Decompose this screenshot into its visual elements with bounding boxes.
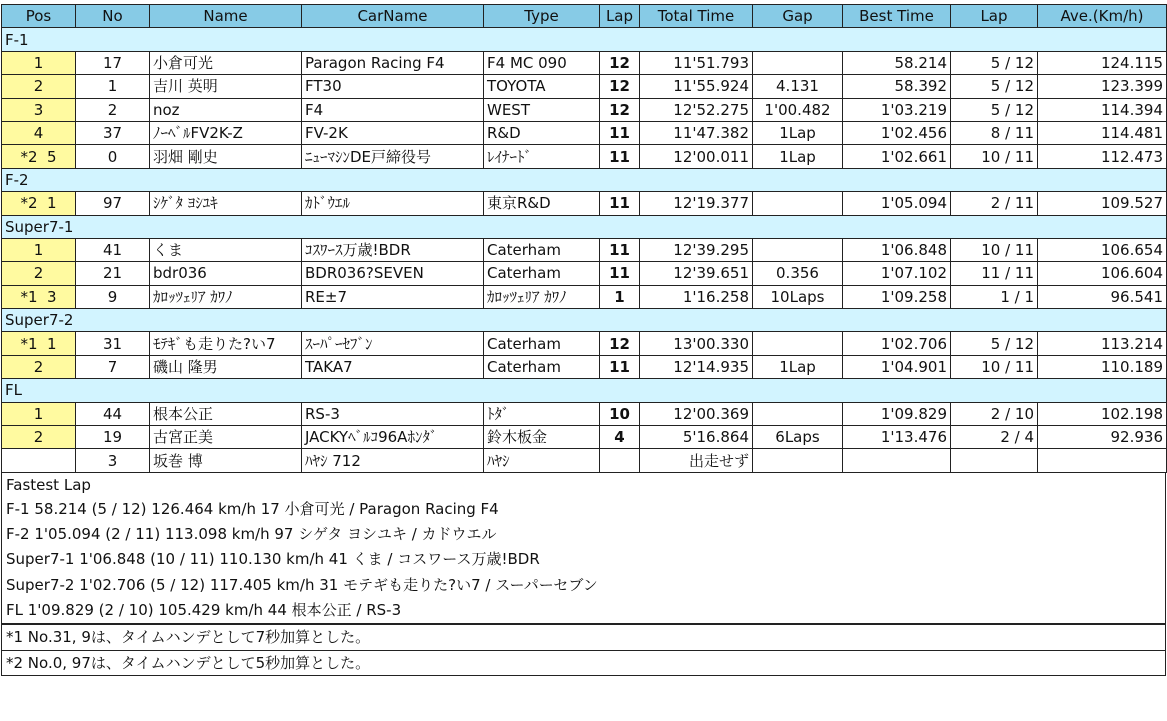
car-number-cell: 9 xyxy=(76,285,150,308)
total-time-cell: 11'55.924 xyxy=(640,75,753,98)
laps-cell: 11 xyxy=(600,192,640,215)
gap-cell: 0.356 xyxy=(753,262,843,285)
notes-section xyxy=(1,624,1166,676)
position-cell: 2 xyxy=(2,355,76,378)
car-name-cell: ｺｽﾜｰｽ万歳!BDR xyxy=(302,238,484,261)
car-name-cell: ｶﾄﾞｳｴﾙ xyxy=(302,192,484,215)
position-cell: 2 xyxy=(2,426,76,449)
total-time-cell: 1'16.258 xyxy=(640,285,753,308)
laps-cell: 12 xyxy=(600,332,640,355)
gap-cell: 4.131 xyxy=(753,75,843,98)
best-lap-cell xyxy=(951,449,1038,472)
best-time-cell: 1'07.102 xyxy=(843,262,951,285)
best-lap-cell: 8 / 11 xyxy=(951,121,1038,144)
gap-cell xyxy=(753,238,843,261)
best-time-cell: 1'06.848 xyxy=(843,238,951,261)
best-time-cell: 1'02.456 xyxy=(843,121,951,144)
header-gap: Gap xyxy=(753,5,843,28)
best-time-cell: 1'05.094 xyxy=(843,192,951,215)
car-type-cell: 鈴木板金 xyxy=(484,426,600,449)
note-line: *1 No.31, 9は、タイムハンデとして7秒加算とした。 xyxy=(2,624,1165,650)
driver-name-cell: 吉川 英明 xyxy=(150,75,302,98)
car-name-cell: Paragon Racing F4 xyxy=(302,51,484,74)
position-cell: 3 xyxy=(2,98,76,121)
header-best-lap: Lap xyxy=(951,5,1038,28)
class-name: FL xyxy=(2,379,1167,402)
driver-name-cell: bdr036 xyxy=(150,262,302,285)
car-name-cell: JACKYﾍﾞﾙｺ96Aﾎﾝﾀﾞ xyxy=(302,426,484,449)
gap-cell xyxy=(753,192,843,215)
car-type-cell: WEST xyxy=(484,98,600,121)
best-time-cell: 1'02.706 xyxy=(843,332,951,355)
driver-name-cell: くま xyxy=(150,238,302,261)
position-cell: 1 xyxy=(2,51,76,74)
driver-name-cell: ﾓﾃｷﾞも走りた?い7 xyxy=(150,332,302,355)
car-number-cell: 37 xyxy=(76,121,150,144)
table-row xyxy=(2,262,1167,285)
best-lap-cell: 5 / 12 xyxy=(951,98,1038,121)
position-cell: *1 1 xyxy=(2,332,76,355)
header-row xyxy=(2,5,1167,28)
average-speed-cell: 114.481 xyxy=(1038,121,1167,144)
position-cell: *2 1 xyxy=(2,192,76,215)
driver-name-cell: 古宮正美 xyxy=(150,426,302,449)
average-speed-cell: 106.654 xyxy=(1038,238,1167,261)
driver-name-cell: 坂巻 博 xyxy=(150,449,302,472)
total-time-cell: 12'00.011 xyxy=(640,145,753,168)
car-type-cell: F4 MC 090 xyxy=(484,51,600,74)
average-speed-cell: 106.604 xyxy=(1038,262,1167,285)
best-lap-cell: 5 / 12 xyxy=(951,332,1038,355)
gap-cell xyxy=(753,402,843,425)
best-lap-cell: 10 / 11 xyxy=(951,238,1038,261)
header-lap: Lap xyxy=(600,5,640,28)
class-name: Super7-2 xyxy=(2,309,1167,332)
gap-cell: 1Lap xyxy=(753,355,843,378)
car-number-cell: 31 xyxy=(76,332,150,355)
average-speed-cell: 110.189 xyxy=(1038,355,1167,378)
gap-cell xyxy=(753,449,843,472)
car-name-cell: RE±7 xyxy=(302,285,484,308)
average-speed-cell: 96.541 xyxy=(1038,285,1167,308)
car-type-cell: Caterham xyxy=(484,238,600,261)
best-time-cell: 1'09.258 xyxy=(843,285,951,308)
table-row xyxy=(2,285,1167,308)
fastest-lap-line: Super7-2 1'02.706 (5 / 12) 117.405 km/h 31 モテギも走りた?い7 / スーパーセブン xyxy=(6,575,598,594)
class-name: Super7-1 xyxy=(2,215,1167,238)
header-carname: CarName xyxy=(302,5,484,28)
gap-cell: 1Lap xyxy=(753,121,843,144)
best-lap-cell: 10 / 11 xyxy=(951,355,1038,378)
laps-cell: 12 xyxy=(600,75,640,98)
total-time-cell: 12'14.935 xyxy=(640,355,753,378)
average-speed-cell: 92.936 xyxy=(1038,426,1167,449)
laps-cell: 11 xyxy=(600,121,640,144)
car-type-cell: Caterham xyxy=(484,332,600,355)
table-row xyxy=(2,332,1167,355)
average-speed-cell: 112.473 xyxy=(1038,145,1167,168)
best-time-cell: 1'02.661 xyxy=(843,145,951,168)
total-time-cell: 12'52.275 xyxy=(640,98,753,121)
table-row xyxy=(2,355,1167,378)
driver-name-cell: 羽畑 剛史 xyxy=(150,145,302,168)
car-type-cell: ﾄﾀﾞ xyxy=(484,402,600,425)
car-number-cell: 3 xyxy=(76,449,150,472)
car-name-cell: FV-2K xyxy=(302,121,484,144)
car-name-cell: F4 xyxy=(302,98,484,121)
position-cell xyxy=(2,449,76,472)
best-time-cell: 58.392 xyxy=(843,75,951,98)
driver-name-cell: 根本公正 xyxy=(150,402,302,425)
gap-cell: 6Laps xyxy=(753,426,843,449)
table-row xyxy=(2,238,1167,261)
position-cell: 1 xyxy=(2,402,76,425)
best-time-cell: 1'04.901 xyxy=(843,355,951,378)
results-document xyxy=(1,4,1166,676)
class-header-row xyxy=(2,28,1167,51)
note-line: *2 No.0, 97は、タイムハンデとして5秒加算とした。 xyxy=(2,650,1165,676)
driver-name-cell: 磯山 隆男 xyxy=(150,355,302,378)
car-name-cell: ｽｰﾊﾟｰｾﾌﾞﾝ xyxy=(302,332,484,355)
car-type-cell: ｶﾛｯﾂｪﾘｱ ｶﾜﾉ xyxy=(484,285,600,308)
best-time-cell: 58.214 xyxy=(843,51,951,74)
position-cell: 1 xyxy=(2,238,76,261)
best-lap-cell: 11 / 11 xyxy=(951,262,1038,285)
table-row xyxy=(2,449,1167,472)
laps-cell: 11 xyxy=(600,238,640,261)
gap-cell xyxy=(753,332,843,355)
average-speed-cell xyxy=(1038,449,1167,472)
fastest-lap-line: Super7-1 1'06.848 (10 / 11) 110.130 km/h 41 くま / コスワース万歳!BDR xyxy=(6,550,540,569)
average-speed-cell: 114.394 xyxy=(1038,98,1167,121)
fastest-lap-line: FL 1'09.829 (2 / 10) 105.429 km/h 44 根本公正 / RS-3 xyxy=(6,601,402,619)
total-time-cell: 12'39.295 xyxy=(640,238,753,261)
gap-cell: 1'00.482 xyxy=(753,98,843,121)
best-time-cell: 1'09.829 xyxy=(843,402,951,425)
best-time-cell: 1'03.219 xyxy=(843,98,951,121)
best-lap-cell: 2 / 4 xyxy=(951,426,1038,449)
gap-cell: 1Lap xyxy=(753,145,843,168)
average-speed-cell: 109.527 xyxy=(1038,192,1167,215)
total-time-cell: 11'47.382 xyxy=(640,121,753,144)
total-time-cell: 出走せず xyxy=(640,449,753,472)
average-speed-cell: 124.115 xyxy=(1038,51,1167,74)
header-average-speed: Ave.(Km/h) xyxy=(1038,5,1167,28)
driver-name-cell: ﾉｰﾍﾞﾙFV2K-Z xyxy=(150,121,302,144)
car-number-cell: 17 xyxy=(76,51,150,74)
position-cell: 2 xyxy=(2,75,76,98)
best-time-cell: 1'13.476 xyxy=(843,426,951,449)
laps-cell: 12 xyxy=(600,51,640,74)
car-name-cell: BDR036?SEVEN xyxy=(302,262,484,285)
car-type-cell: 東京R&D xyxy=(484,192,600,215)
class-header-row xyxy=(2,215,1167,238)
average-speed-cell: 102.198 xyxy=(1038,402,1167,425)
laps-cell: 11 xyxy=(600,262,640,285)
total-time-cell: 12'00.369 xyxy=(640,402,753,425)
total-time-cell: 12'19.377 xyxy=(640,192,753,215)
driver-name-cell: noz xyxy=(150,98,302,121)
best-lap-cell: 1 / 1 xyxy=(951,285,1038,308)
table-row xyxy=(2,75,1167,98)
header-name: Name xyxy=(150,5,302,28)
laps-cell: 11 xyxy=(600,145,640,168)
best-lap-cell: 2 / 10 xyxy=(951,402,1038,425)
fastest-lap-title: Fastest Lap xyxy=(6,475,91,494)
header-type: Type xyxy=(484,5,600,28)
position-cell: 4 xyxy=(2,121,76,144)
car-number-cell: 0 xyxy=(76,145,150,168)
fastest-lap-line: F-2 1'05.094 (2 / 11) 113.098 km/h 97 シゲタ ヨシユキ / カドウエル xyxy=(6,525,497,544)
car-name-cell: RS-3 xyxy=(302,402,484,425)
laps-cell xyxy=(600,449,640,472)
best-lap-cell: 5 / 12 xyxy=(951,75,1038,98)
car-number-cell: 2 xyxy=(76,98,150,121)
car-number-cell: 1 xyxy=(76,75,150,98)
table-row xyxy=(2,98,1167,121)
total-time-cell: 11'51.793 xyxy=(640,51,753,74)
car-name-cell: TAKA7 xyxy=(302,355,484,378)
results-body xyxy=(2,28,1167,472)
driver-name-cell: ｼｹﾞﾀ ﾖｼﾕｷ xyxy=(150,192,302,215)
car-number-cell: 21 xyxy=(76,262,150,285)
average-speed-cell: 113.214 xyxy=(1038,332,1167,355)
car-type-cell: R&D xyxy=(484,121,600,144)
class-name: F-1 xyxy=(2,28,1167,51)
driver-name-cell: ｶﾛｯﾂｪﾘｱ ｶﾜﾉ xyxy=(150,285,302,308)
header-best-time: Best Time xyxy=(843,5,951,28)
gap-cell: 10Laps xyxy=(753,285,843,308)
car-type-cell: Caterham xyxy=(484,262,600,285)
class-name: F-2 xyxy=(2,168,1167,191)
header-total-time: Total Time xyxy=(640,5,753,28)
laps-cell: 12 xyxy=(600,98,640,121)
position-cell: *2 5 xyxy=(2,145,76,168)
laps-cell: 10 xyxy=(600,402,640,425)
car-number-cell: 7 xyxy=(76,355,150,378)
car-type-cell: TOYOTA xyxy=(484,75,600,98)
class-header-row xyxy=(2,168,1167,191)
table-row xyxy=(2,402,1167,425)
table-row xyxy=(2,51,1167,74)
best-lap-cell: 10 / 11 xyxy=(951,145,1038,168)
car-type-cell: Caterham xyxy=(484,355,600,378)
total-time-cell: 5'16.864 xyxy=(640,426,753,449)
car-name-cell: ﾊﾔｼ 712 xyxy=(302,449,484,472)
laps-cell: 4 xyxy=(600,426,640,449)
laps-cell: 1 xyxy=(600,285,640,308)
car-type-cell: ﾚｲﾅｰﾄﾞ xyxy=(484,145,600,168)
table-row xyxy=(2,145,1167,168)
car-number-cell: 19 xyxy=(76,426,150,449)
car-number-cell: 97 xyxy=(76,192,150,215)
average-speed-cell: 123.399 xyxy=(1038,75,1167,98)
car-number-cell: 44 xyxy=(76,402,150,425)
car-name-cell: FT30 xyxy=(302,75,484,98)
gap-cell xyxy=(753,51,843,74)
header-pos: Pos xyxy=(2,5,76,28)
table-row xyxy=(2,121,1167,144)
header-no: No xyxy=(76,5,150,28)
best-time-cell xyxy=(843,449,951,472)
results-table xyxy=(1,4,1167,473)
total-time-cell: 13'00.330 xyxy=(640,332,753,355)
fastest-lap-line: F-1 58.214 (5 / 12) 126.464 km/h 17 小倉可光 / Paragon Racing F4 xyxy=(6,499,499,518)
laps-cell: 11 xyxy=(600,355,640,378)
position-cell: 2 xyxy=(2,262,76,285)
best-lap-cell: 2 / 11 xyxy=(951,192,1038,215)
table-row xyxy=(2,192,1167,215)
table-row xyxy=(2,426,1167,449)
position-cell: *1 3 xyxy=(2,285,76,308)
fastest-lap-section xyxy=(1,473,1166,624)
driver-name-cell: 小倉可光 xyxy=(150,51,302,74)
car-type-cell: ﾊﾔｼ xyxy=(484,449,600,472)
class-header-row xyxy=(2,309,1167,332)
class-header-row xyxy=(2,379,1167,402)
total-time-cell: 12'39.651 xyxy=(640,262,753,285)
best-lap-cell: 5 / 12 xyxy=(951,51,1038,74)
car-number-cell: 41 xyxy=(76,238,150,261)
car-name-cell: ﾆｭｰﾏｼﾝDE戸締役号 xyxy=(302,145,484,168)
